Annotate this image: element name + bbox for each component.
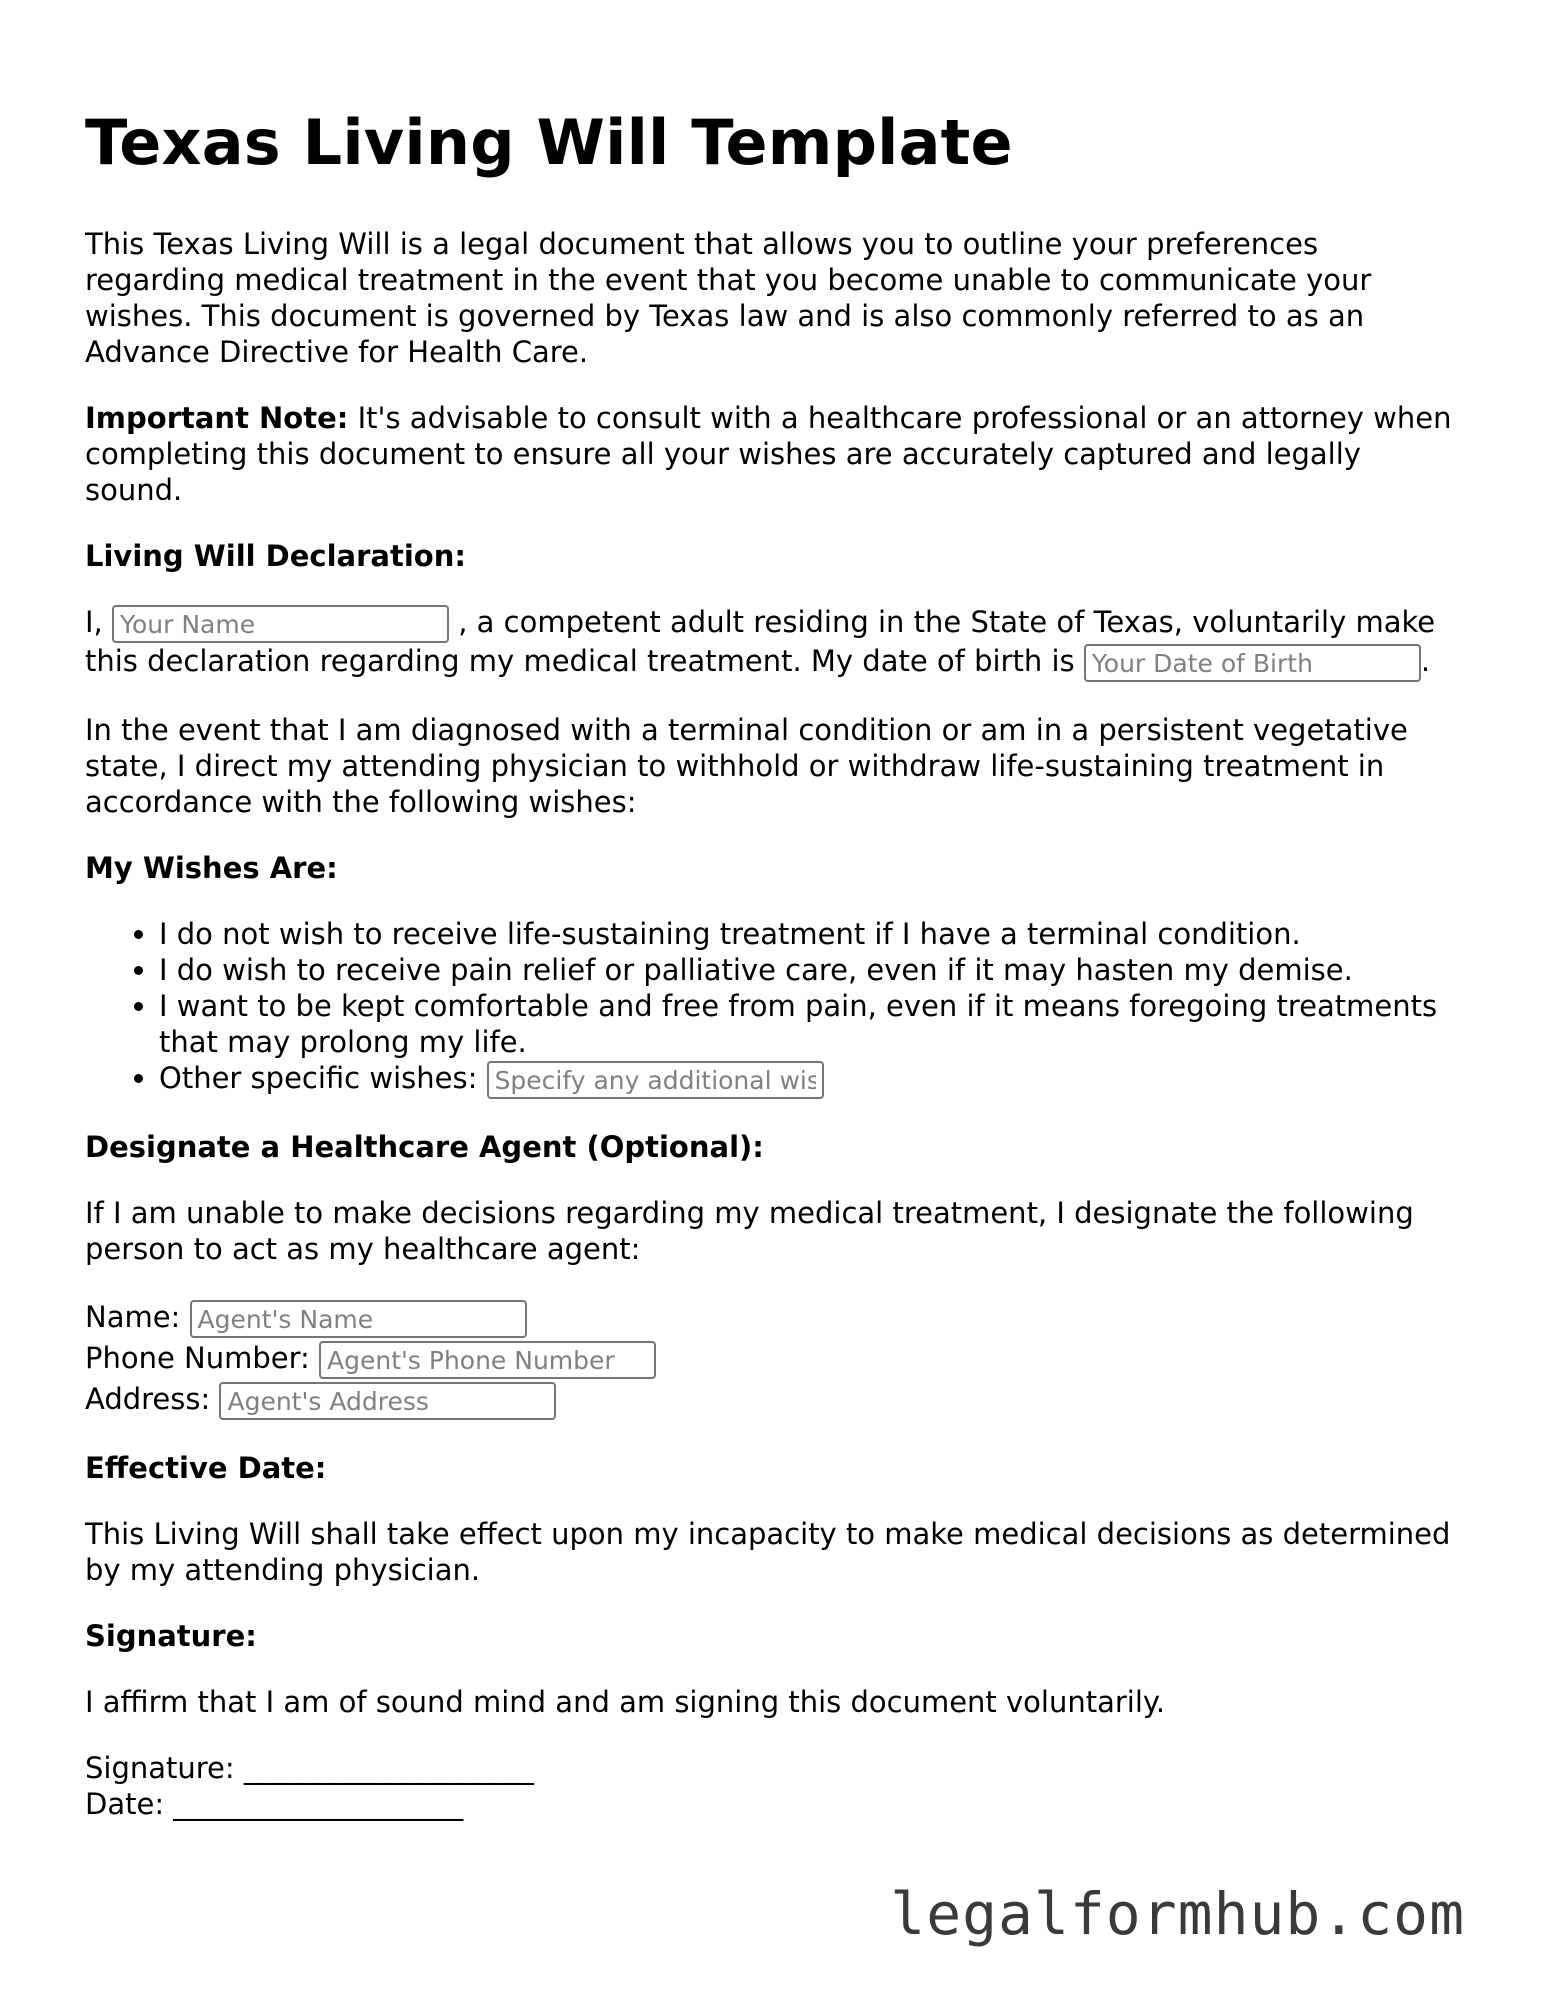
agent-address-input[interactable]: [219, 1382, 556, 1420]
agent-phone-row: [85, 1338, 1465, 1379]
wish-item-other: [159, 1060, 1465, 1099]
date-line: Date: ____________________: [85, 1787, 464, 1821]
declaration-middle: , a competent adult residing in the State of Texas, voluntarily make this declaration regarding my medical treatment. My date of birth is: [85, 605, 1436, 678]
agent-fields: [85, 1297, 1465, 1420]
wish-item: • I do not wish to receive life-sustaining treatment if I have a terminal condition.: [159, 916, 1465, 952]
document-page: [85, 100, 1465, 1822]
other-wishes-label: Other specific wishes:: [159, 1061, 487, 1095]
other-wishes-input[interactable]: [487, 1061, 824, 1099]
agent-address-label: Address:: [85, 1382, 220, 1416]
intro-paragraph: This Texas Living Will is a legal document that allows you to outline your preferences regarding medical treatment in the event that you become unable to communicate your wishes. This document is governed by Texas law and is also commonly referred to as an Advance Directive for Health Care.: [85, 227, 1372, 369]
affirm-paragraph: I affirm that I am of sound mind and am signing this document voluntarily.: [85, 1685, 1166, 1719]
important-note: [85, 400, 1465, 508]
your-name-input[interactable]: [112, 605, 449, 643]
important-note-text: It's advisable to consult with a healthcare professional or an attorney when completing this document to ensure all your wishes are accurately captured and legally sound.: [85, 401, 1452, 507]
effective-date-heading: Effective Date:: [85, 1451, 327, 1485]
signature-line: Signature: ____________________: [85, 1751, 534, 1785]
declaration-prefix: I,: [85, 605, 112, 639]
agent-name-input[interactable]: [190, 1300, 527, 1338]
wishes-heading: My Wishes Are:: [85, 851, 338, 885]
condition-paragraph: In the event that I am diagnosed with a terminal condition or am in a persistent vegetative state, I direct my attending physician to withhold or withdraw life-sustaining treatment in accordance with the following wishes:: [85, 713, 1408, 819]
declaration-suffix: .: [1420, 644, 1431, 678]
important-note-label: Important Note:: [85, 401, 349, 435]
agent-phone-label: Phone Number:: [85, 1341, 320, 1375]
agent-phone-input[interactable]: [319, 1341, 656, 1379]
date-of-birth-input[interactable]: [1084, 644, 1421, 682]
agent-paragraph: If I am unable to make decisions regarding my medical treatment, I designate the following person to act as my healthcare agent:: [85, 1196, 1414, 1266]
agent-name-label: Name:: [85, 1300, 190, 1334]
page-title: Texas Living Will Template: [85, 106, 1013, 179]
signature-heading: Signature:: [85, 1619, 257, 1653]
wish-item: • I want to be kept comfortable and free from pain, even if it means foregoing treatments that may prolong my life.: [159, 988, 1465, 1060]
effective-date-paragraph: This Living Will shall take effect upon my incapacity to make medical decisions as determined by my attending physician.: [85, 1517, 1451, 1587]
declaration-paragraph: [85, 604, 1465, 682]
wishes-list: [85, 916, 1465, 1099]
watermark: legalformhub.com: [890, 1880, 1465, 1948]
wish-item: • I do wish to receive pain relief or palliative care, even if it may hasten my demise.: [159, 952, 1465, 988]
declaration-heading: Living Will Declaration:: [85, 539, 466, 573]
agent-address-row: [85, 1379, 1465, 1420]
agent-name-row: [85, 1297, 1465, 1338]
agent-heading: Designate a Healthcare Agent (Optional):: [85, 1130, 764, 1164]
